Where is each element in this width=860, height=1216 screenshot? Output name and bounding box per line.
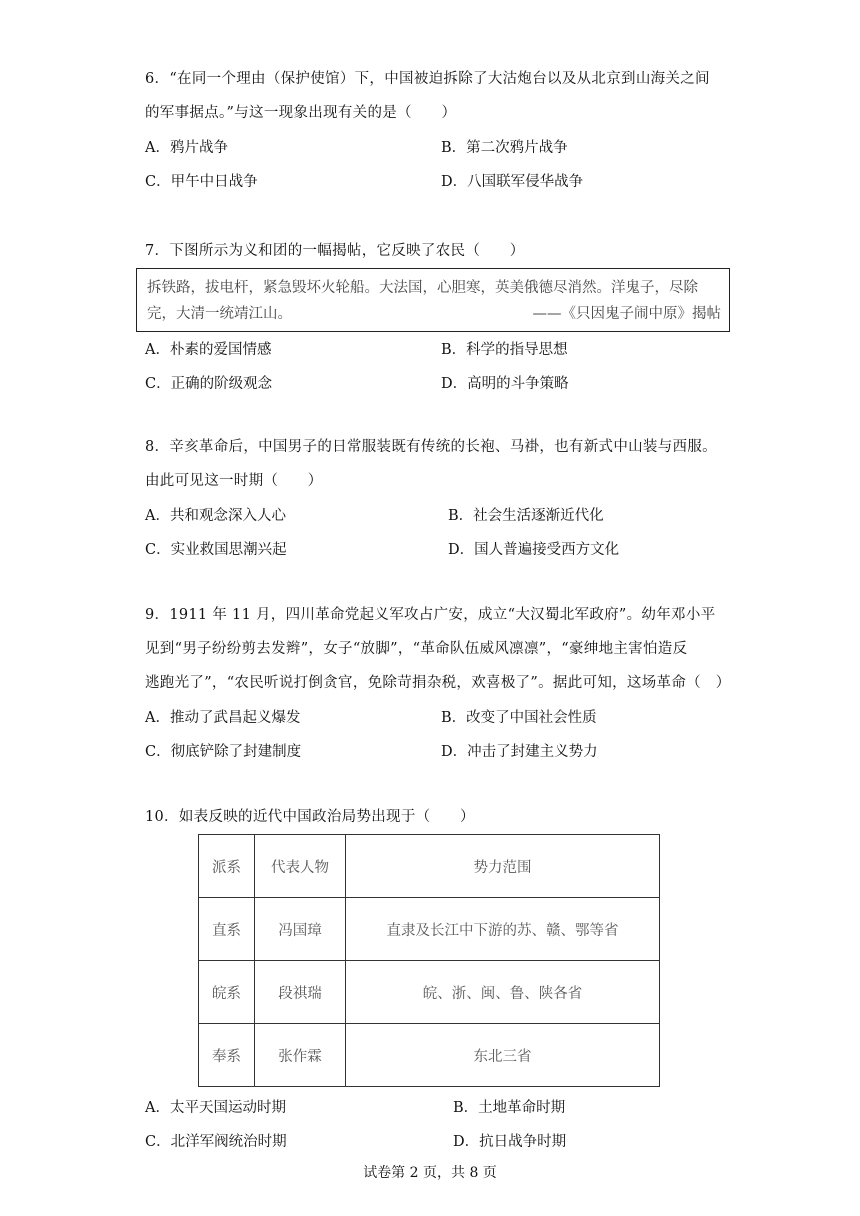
table-cell: 直系: [199, 898, 255, 961]
table-row: [199, 898, 660, 961]
table-cell: 皖、浙、闽、鲁、陕各省: [346, 961, 660, 1024]
question-8-stem: 8．辛亥革命后，中国男子的日常服装既有传统的长袍、马褂，也有新式中山装与西服。 由此可见这一时期（ ）: [145, 439, 717, 489]
option-c[interactable]: C．甲午中日战争: [145, 174, 258, 190]
option-c[interactable]: C．彻底铲除了封建制度: [145, 744, 302, 760]
question-7: [145, 234, 725, 268]
table-cell: 东北三省: [346, 1024, 660, 1087]
question-6-options: [145, 136, 725, 194]
option-b[interactable]: B．土地革命时期: [453, 1100, 566, 1116]
option-a[interactable]: A．推动了武昌起义爆发: [145, 710, 301, 726]
table-cell: 皖系: [199, 961, 255, 1024]
quote-line-2: 完，大清一统靖江山。: [147, 306, 292, 322]
question-7-options-wrap: [145, 332, 725, 396]
quote-source: ——《只因鬼子闹中原》揭帖: [532, 306, 721, 322]
option-c[interactable]: C．实业救国思潮兴起: [145, 542, 287, 558]
table-cell: 直隶及长江中下游的苏、赣、鄂等省: [346, 898, 660, 961]
table-header-row: [199, 835, 660, 898]
table-header-cell: 代表人物: [255, 835, 346, 898]
question-10-options-wrap: [145, 1090, 725, 1154]
page-footer: 试卷第 2 页，共 8 页: [363, 1165, 497, 1181]
table-cell: 冯国璋: [255, 898, 346, 961]
table-row: [199, 961, 660, 1024]
table-cell: 张作霖: [255, 1024, 346, 1087]
table-header-cell: 势力范围: [346, 835, 660, 898]
question-7-stem: 7．下图所示为义和团的一幅揭帖，它反映了农民（ ）: [145, 243, 525, 259]
question-9-options: [145, 706, 725, 764]
option-d[interactable]: D．冲击了封建主义势力: [441, 744, 598, 760]
question-6: [145, 62, 725, 194]
question-8-options: [145, 504, 725, 562]
option-d[interactable]: D．国人普遍接受西方文化: [448, 542, 620, 558]
question-10-options: [145, 1096, 725, 1154]
option-b[interactable]: B．社会生活逐渐近代化: [448, 508, 604, 524]
option-b[interactable]: B．科学的指导思想: [441, 342, 568, 358]
question-6-stem: 6．“在同一个理由（保护使馆）下，中国被迫拆除了大沽炮台以及从北京到山海关之间 的军事据点。”与这一现象出现有关的是（ ）: [145, 71, 710, 121]
question-9: [145, 598, 731, 764]
question-9-stem: 9．1911 年 11 月，四川革命党起义军攻占广安，成立“大汉蜀北军政府”。幼年邓小平 见到“男子纷纷剪去发辫”，女子“放脚”，“革命队伍威风凛凛”，“豪绅地主害怕造反 逃跑光了”，“农民听说打倒贪官，免除苛捐杂税，欢喜极了”。据此可知，这场革命（ ）: [145, 607, 731, 691]
option-b[interactable]: B．第二次鸦片战争: [441, 140, 568, 156]
option-a[interactable]: A．太平天国运动时期: [145, 1100, 286, 1116]
table-cell: 段祺瑞: [255, 961, 346, 1024]
option-a[interactable]: A．鸦片战争: [145, 140, 228, 156]
option-c[interactable]: C．北洋军阀统治时期: [145, 1134, 287, 1150]
quote-line-1: 拆铁路，拔电杆，紧急毁坏火轮船。大法国，心胆寒，英美俄德尽消然。洋鬼子，尽除: [147, 280, 698, 296]
question-10: [145, 800, 725, 834]
option-a[interactable]: A．共和观念深入人心: [145, 508, 286, 524]
question-8: [145, 430, 725, 562]
option-d[interactable]: D．八国联军侵华战争: [441, 174, 584, 190]
option-d[interactable]: D．高明的斗争策略: [441, 376, 569, 392]
question-10-stem: 10．如表反映的近代中国政治局势出现于（ ）: [145, 809, 475, 825]
question-7-options: [145, 338, 725, 396]
quote-box: [136, 268, 730, 332]
table-header-cell: 派系: [199, 835, 255, 898]
option-b[interactable]: B．改变了中国社会性质: [441, 710, 597, 726]
table-cell: 奉系: [199, 1024, 255, 1087]
option-c[interactable]: C．正确的阶级观念: [145, 376, 273, 392]
warlord-table: [198, 834, 660, 1087]
option-a[interactable]: A．朴素的爱国情感: [145, 342, 272, 358]
table-row: [199, 1024, 660, 1087]
option-d[interactable]: D．抗日战争时期: [453, 1134, 567, 1150]
